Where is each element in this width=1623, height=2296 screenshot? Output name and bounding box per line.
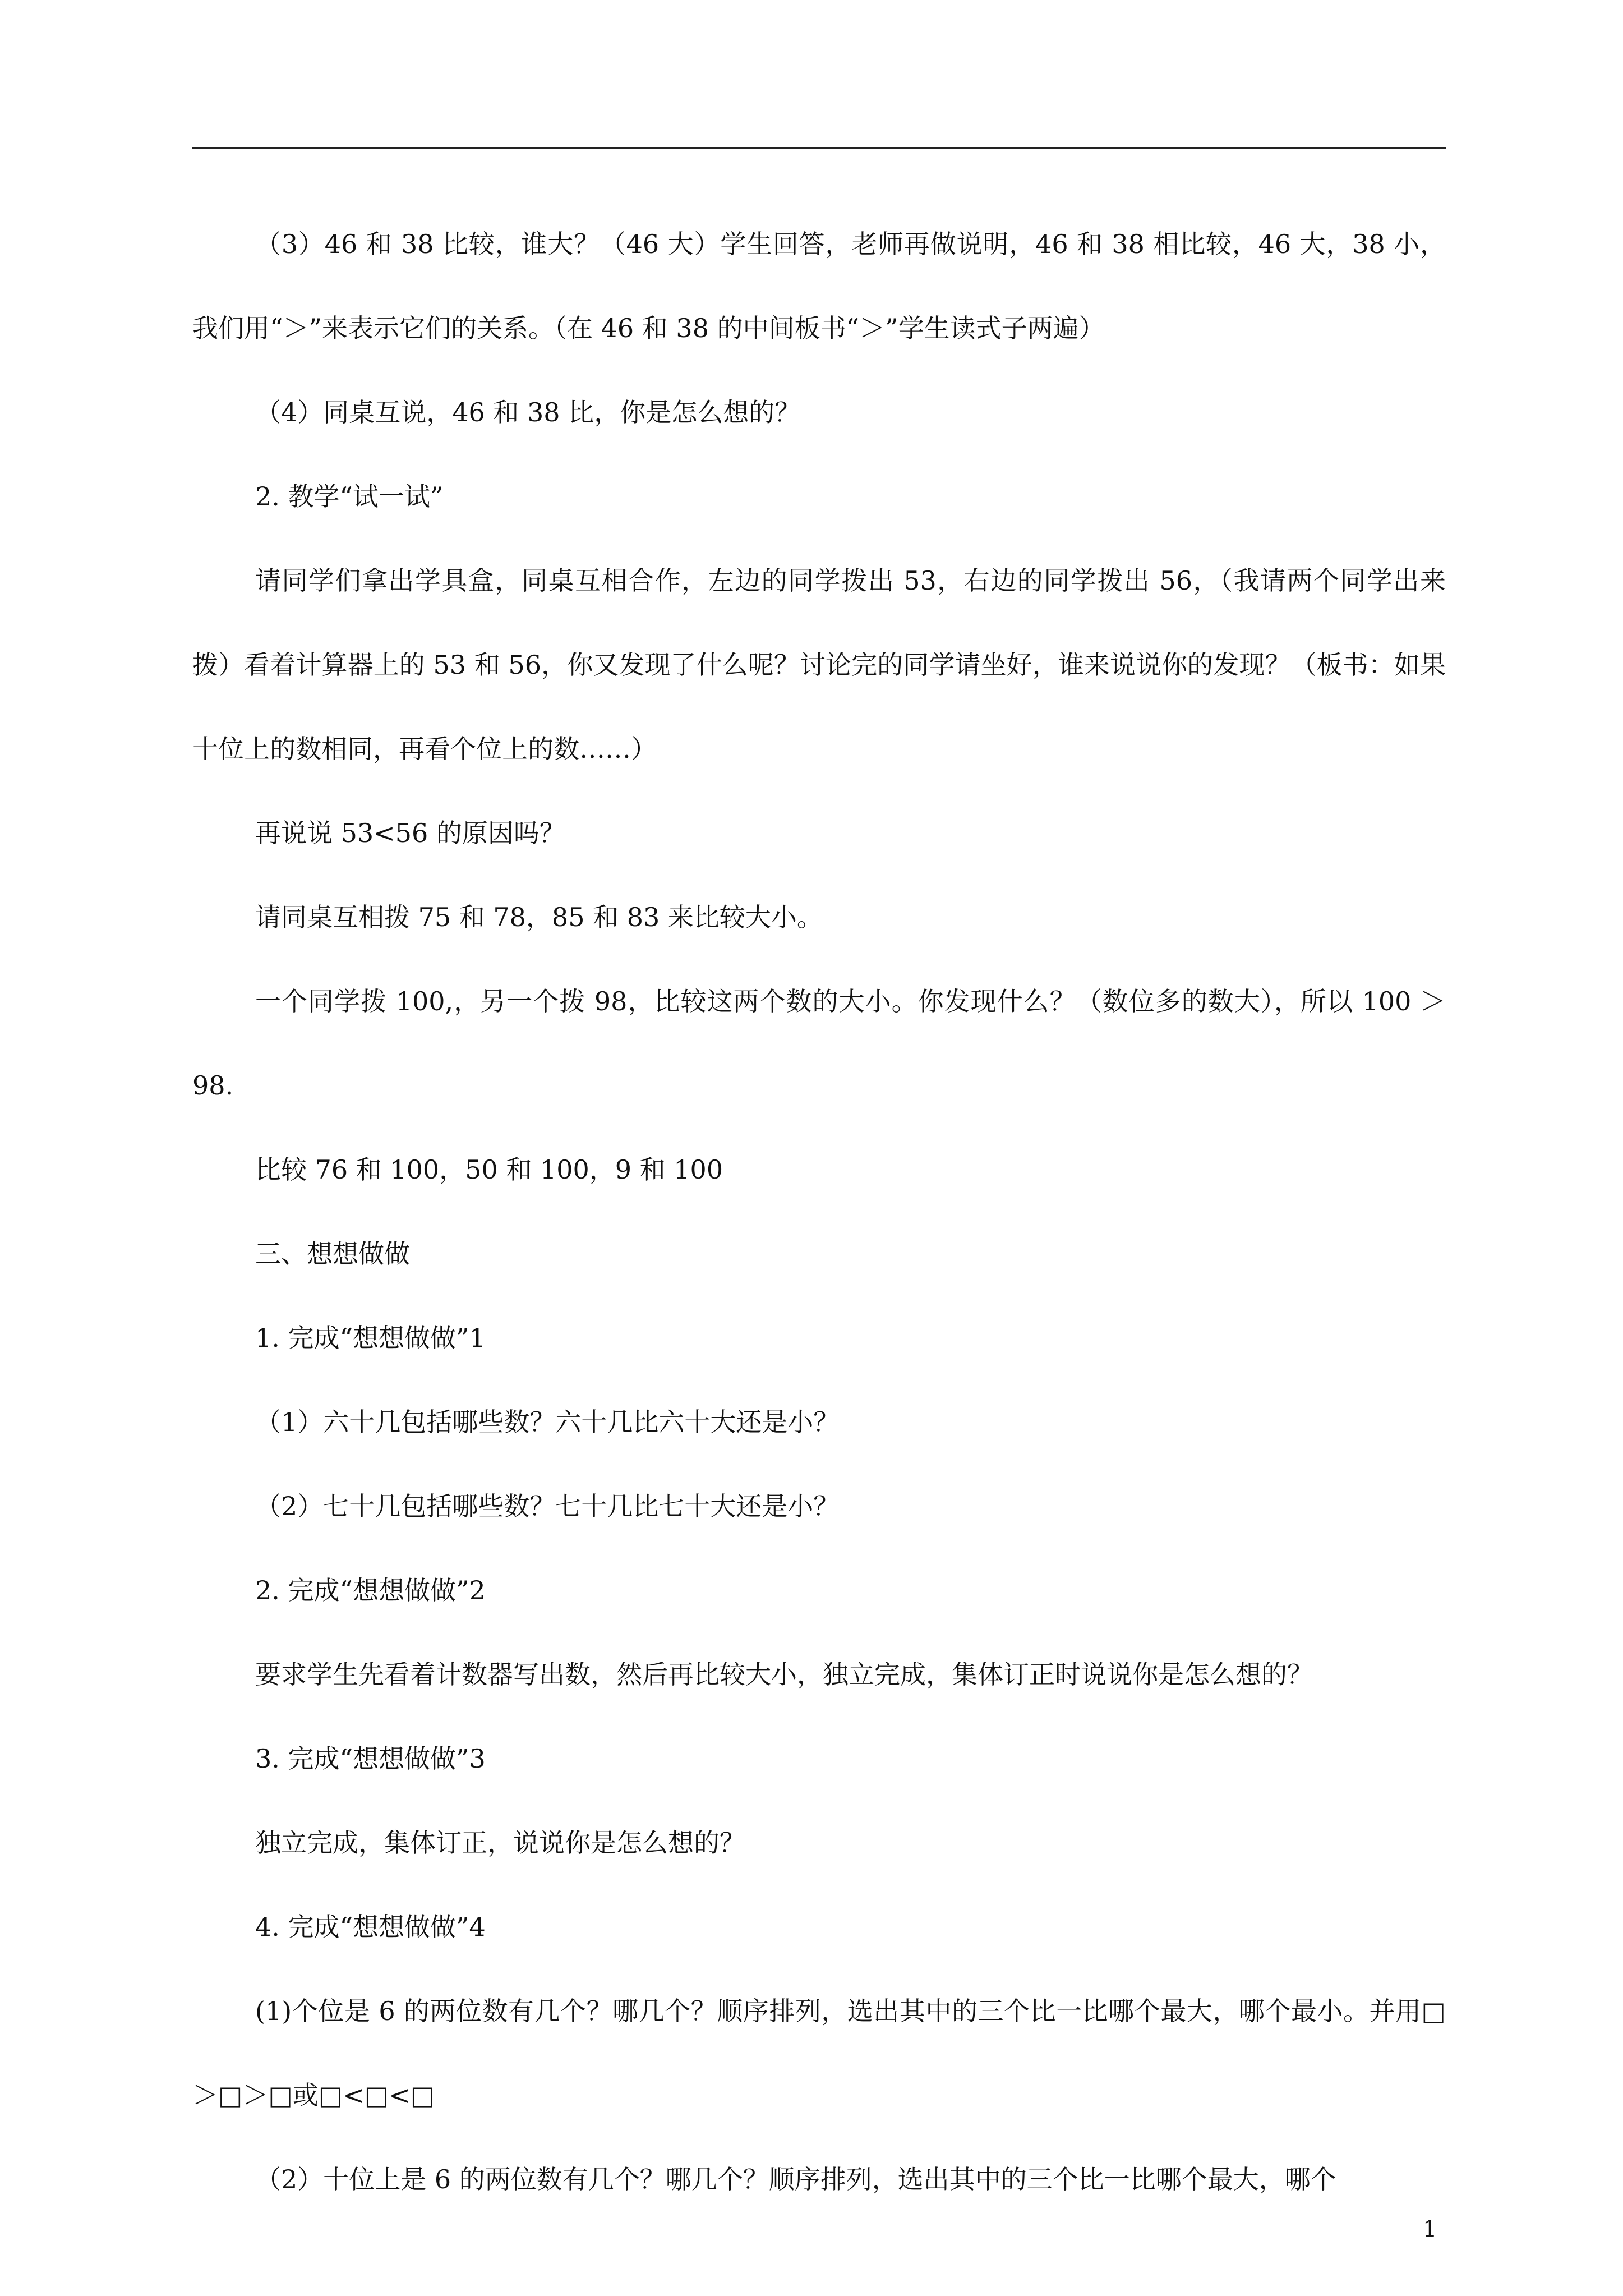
paragraph-ones-digit-6: (1)个位是 6 的两位数有几个？哪几个？顺序排列，选出其中的三个比一比哪个最大，哪个最小。并用□＞□＞□或□<□<□ [192, 1996, 1446, 2110]
paragraph-compare-75-78-85-83: 请同桌互相拨 75 和 78，85 和 83 来比较大小。 [255, 902, 823, 932]
paragraph-tens-digit-6: （2）十位上是 6 的两位数有几个？哪几个？顺序排列，选出其中的三个比一比哪个最大，哪个 [255, 2164, 1336, 2194]
paragraph-compare-100-98: 一个同学拨 100,，另一个拨 98，比较这两个数的大小。你发现什么？（数位多的数大），所以 100 ＞98. [192, 986, 1446, 1101]
paragraph-compare-46-38: （3）46 和 38 比较，谁大？（46 大）学生回答，老师再做说明，46 和 38 相比较，46 大，38 小，我们用“＞”来表示它们的关系。（在 46 和 38 的中间板书“＞”学生读式子两遍） [192, 229, 1446, 343]
paragraph-practice-2-detail: 要求学生先看着计数器写出数，然后再比较大小，独立完成，集体订正时说说你是怎么想的？ [255, 1659, 1313, 1690]
paragraph-try-heading: 2. 教学“试一试” [255, 481, 444, 512]
paragraph-desk-mate-discuss: （4）同桌互说，46 和 38 比，你是怎么想的？ [255, 397, 801, 427]
paragraph-practice-2: 2. 完成“想想做做”2 [255, 1575, 486, 1605]
header-rule [192, 147, 1446, 149]
paragraph-reason-53-56: 再说说 53<56 的原因吗？ [255, 818, 565, 848]
document-body [192, 202, 1446, 2221]
paragraph-seventies: （2）七十几包括哪些数？七十几比七十大还是小？ [255, 1491, 840, 1521]
paragraph-compare-with-100: 比较 76 和 100，50 和 100，9 和 100 [255, 1154, 723, 1185]
paragraph-sixties: （1）六十几包括哪些数？六十几比六十大还是小？ [255, 1407, 840, 1437]
page-number: 1 [1423, 2216, 1437, 2242]
paragraph-practice-4: 4. 完成“想想做做”4 [255, 1912, 486, 1942]
paragraph-practice-1: 1. 完成“想想做做”1 [255, 1323, 486, 1353]
paragraph-abacus-53-56: 请同学们拿出学具盒，同桌互相合作，左边的同学拨出 53，右边的同学拨出 56，（我请两个同学出来拨）看着计算器上的 53 和 56，你又发现了什么呢？讨论完的同学请坐好，谁来说说你的发现？（板书：如果十位上的数相同，再看个位上的数……） [192, 565, 1446, 764]
paragraph-practice-3: 3. 完成“想想做做”3 [255, 1743, 486, 1774]
section-heading-practice: 三、想想做做 [255, 1239, 410, 1269]
paragraph-practice-3-detail: 独立完成，集体订正，说说你是怎么想的？ [255, 1828, 745, 1858]
